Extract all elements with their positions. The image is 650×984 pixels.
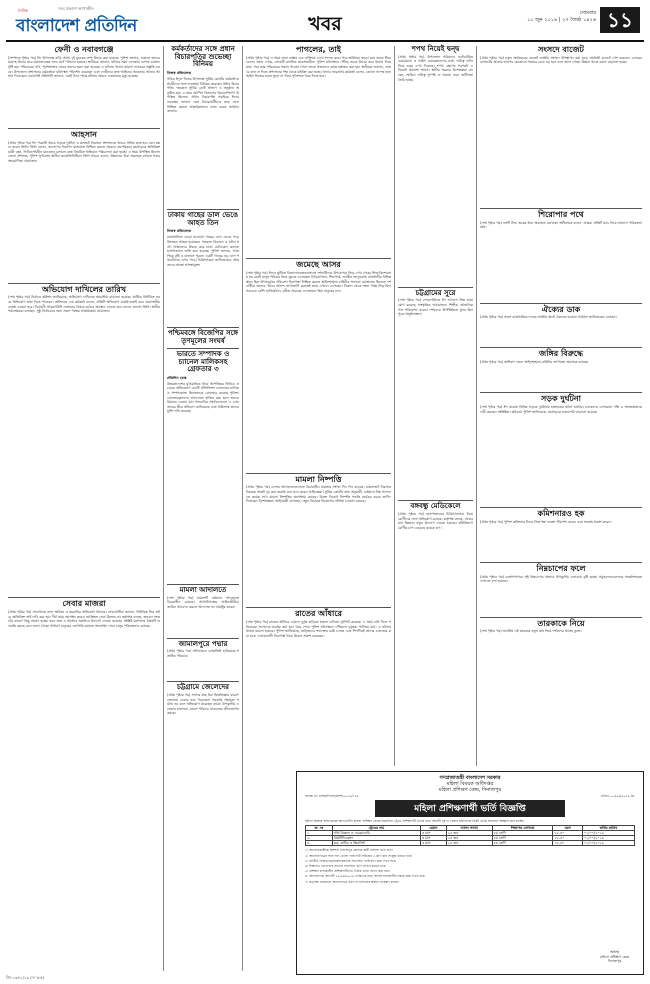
article-body: (প্রথম পৃষ্ঠার পর) দেশের আদালতগুলোতে বিচারাধীন মামলার সংখ্যা দিন দিন বাড়ছে। মামলাজট নিরসনে বিচারক সংকট দূর করা জরুরি বলে মনে করেন আইনজ্ঞরা। সুপ্রিম কোর্টের তথ্য অনুযায়ী, বর্তমানে নিম্ন আদালতে কয়েক লাখ মামলা নিষ্পত্তির অপেক্ষায় রয়েছে। বিকল্প বিরোধ নিষ্পত্তি পদ্ধতি কার্যকর করার তাগিদ দিয়েছেন বিশেষজ্ঞরা। আইনমন্ত্রী বলেছেন, নতুন বিচারক নিয়োগের প্রক্রিয়া চলমান রয়েছে। [246,485,391,504]
article-body: (প্রথম পৃষ্ঠার পর) নদীভাঙনে বসতভিটা হারিয়েছে শতাধিক পরিবার। [167,649,239,658]
ad-rule: ৫। প্রশিক্ষণ চলাকালীন প্রশিক্ষণার্থীদের দৈনিক ভাতা প্রদান করা হবে। [305,869,390,874]
divider [480,507,642,508]
column-3 [246,44,391,769]
article-body: (শেষ পৃষ্ঠার পর) দলটি টানা জয়ের ধারা অব্যাহত রেখেছে। অধিনায়ক বলেন, আমরা প্রতিটি ম্যাচ নিয়ে আলাদা পরিকল্পনা করি। [480,220,642,230]
ad-rules [297,848,643,883]
headline: সড়ক দুর্ঘটনা [541,394,581,404]
article-body: (শেষ পৃষ্ঠার পর) ঈদের ছুটিতে বিনোদনকেন্দ্রগুলোতে দর্শনার্থীদের উপচেপড়া ভিড় দেখা গেছে। শিশু-কিশোরসহ সব বয়সী মানুষ পরিবার নিয়ে ঘুরতে এসেছেন। চিড়িয়াখানা, শিশুপার্ক, জাতীয় জাদুঘরসহ রাজধানীর বিভিন্ন স্থানে ছিল উৎসবমুখর পরিবেশ। নিরাপত্তা নিশ্চিত করতে আইনশৃঙ্খলা বাহিনীর সদস্যরা মোতায়েন ছিলেন। দর্শনার্থীরা জানান, ঈদের আনন্দ ভাগাভাগি করতেই তারা এখানে এসেছেন। বিকাল থেকে সন্ধ্যা পর্যন্ত ভিড় ছিল সবচেয়ে বেশি। হাতিরঝিল, রবীন্দ্র সরোবর এলাকায়ও ছিল মানুষের ঢল। [246,270,391,293]
headline: জঙ্গির বিরুদ্ধে [539,349,583,359]
ad-table-body [306,831,635,846]
article-body: পবিত্র ঈদুল ফিতর উপলক্ষে সুপ্রিম কোর্টের কর্মকর্তা-কর্মচারীদের সঙ্গে শুভেচ্ছা বিনিময় করেছেন প্রধান বিচারপতি। গতকাল সুপ্রিম কোর্ট প্রাঙ্গণে এ অনুষ্ঠান অনুষ্ঠিত হয়। এ সময় আপিল বিভাগের বিচারপতিগণ উপস্থিত ছিলেন। প্রধান বিচারপতি সবাইকে ঈদের শুভেচ্ছা জানান এবং বিচারপ্রার্থীদের দ্রুত সেবা নিশ্চিত করতে আন্তরিকভাবে কাজ করার আহ্বান জানান। [167,77,239,114]
headline: কর্মকর্তাদের সঙ্গে প্রধান বিচারপতির শুভেচ্ছা বিনিময় [171,45,235,69]
article-body: (প্রথম পৃষ্ঠার পর) জঙ্গিবাদ দমনে আইনশৃঙ্খলা বাহিনীর তৎপরতা অব্যাহত রয়েছে। [480,360,589,365]
signature-office: মহিলা প্রশিক্ষণ কেন্দ্র [600,954,629,959]
ad-rule: ৩। জাতীয় পরিচয়পত্র/জন্মনিবন্ধনের সত্যায়িত ফটোকপি জমা দিতে হবে। [305,858,397,863]
headline: বঙ্গবন্ধু মেডিকেলে [410,502,461,511]
article-body: (শেষ পৃষ্ঠার পর) ঈদ যাত্রায় বিভিন্ন সড়কে দুর্ঘটনায় হতাহতের ঘটনা ঘটেছে। চালকদের বেপরোয়া গতি ও অসতর্কতাকে দায়ী করছেন সংশ্লিষ্টরা। হাইওয়ে পুলিশ জানিয়েছে, মহাসড়কে নজরদারি বাড়ানো হয়েছে। [480,404,642,414]
ad-date: তারিখ: ০৫/০৬/২০১৯ খ্রি. [600,794,635,798]
headline: ঐক্যের ডাক [541,304,581,314]
ad-table-header-cell: বয়স [553,826,583,831]
ad-table-cell: ৮ম শ্রেণি [492,831,553,836]
divider [480,562,642,563]
article-body: (প্রথম পৃষ্ঠার পর) উপজেলা পরিষদের নবনির্বাচিত চেয়ারম্যান ও ভাইস চেয়ারম্যানদের মধ্যে দায়িত্ব বণ্টন নিয়ে দ্বন্দ্ব দেখা দিয়েছে। শপথ গ্রহণের পরপরই এ বিরোধ প্রকাশ্যে আসে। স্থানীয় সরকার বিশেষজ্ঞরা বলছেন, আইনে দায়িত্ব সুস্পষ্ট না থাকায় এমন জটিলতা তৈরি হচ্ছে। [398,54,473,82]
ad-table-cell: ১ [306,831,333,836]
column-4 [398,44,473,769]
headline: পাগলের, তাই [296,45,341,54]
headline: জামালপুরে পদ্মার [178,639,228,648]
article-body: উত্তরপ্রদেশের মুখ্যমন্ত্রীকে নিয়ে আপত্তিকর ভিডিও প্রচারের অভিযোগে একটি টেলিভিশন চ্যানেলের মালিক ও সম্পাদকসহ তিনজনকে গ্রেফতার করেছে পুলিশ। গ্রেফতারকৃতদের আদালতে হাজির করা হলে তাদের রিমান্ডে নেওয়া হয়। সাংবাদিক সংগঠনগুলো এ গ্রেফতারের তীব্র প্রতিবাদ জানিয়েছে এবং অবিলম্বে তাদের মুক্তি দাবি করেছে। [167,381,239,414]
headline: অভিযোগ দাখিলের তারিখ [41,284,127,294]
ad-table-header-cell: আসন সংখ্যা [446,826,492,831]
ad-table-cell: ৮ম শ্রেণি [492,836,553,841]
ad-rule: ৬। আবেদনপত্র আগামী ২৫/০৬/২০১৯ তারিখের মধ্যে অফিস চলাকালীন সময়ে জমা দিতে হবে। [305,874,426,879]
divider [8,283,160,284]
ad-table-cell: ২ [306,836,333,841]
ad-table-cell: ব্লক, বাটিক ও স্ক্রিনপ্রিন্ট [332,841,420,846]
headline: সংসদে বাজেট [538,45,584,54]
ad-table-cell: ৩ মাস [420,836,446,841]
ad-intro: মহিলা বিষয়ক অধিদপ্তরের আওতাধীন মহিলা প্রশিক্ষণ কেন্দ্রে নিম্নবর্ণিত ট্রেডে প্রশিক্ষণার্থী ভর্তির জন্য আগ্রহী দুস্থ ও বেকার মহিলাদের নিকট থেকে আবেদন আহ্বান করা যাচ্ছে। [305,819,524,824]
headline: শিরোপার পথে [538,209,584,219]
divider [8,597,160,598]
ad-table-header-cell: ক্র. নং [306,826,333,831]
headline: ফেনী ও নবাবগঞ্জে [54,45,114,54]
signature-title: অধ্যক্ষ [610,950,620,955]
headline: পশ্চিমবঙ্গে বিজেপির সঙ্গে তৃণমূলের সংঘর্ষ [167,329,239,346]
date-en: ১০ জুন ২০১৯ | ২৭ জ্যৈষ্ঠ ১৪২৬ [527,17,596,23]
ad-table-cell: ২৫ জন [446,841,492,846]
article-body: (শেষ পৃষ্ঠার পর) রাতের আঁধারে একদল দুর্বৃত্ত বাড়িতে হামলা চালিয়ে লুটপাট করেছে। এ সময় বাধা দিলে পরিবারের সদস্যদের মারধর করা হয়। খবর পেয়ে পুলিশ ঘটনাস্থলে পৌঁছালে দুর্বৃত্তরা পালিয়ে যায়। এ ঘটনায় থানায় মামলা হয়েছে। পুলিশ জানিয়েছে, জড়িতদের শনাক্তের চেষ্টা চলছে এবং শিগগিরই তাদের গ্রেফতার করা হবে। এলাকাবাসী নিরাপত্তা নিয়ে উদ্বেগ প্রকাশ করেছেন। [246,620,391,638]
ad-table-cell: ৩ মাস [420,841,446,846]
masthead [6,4,644,38]
headline: জমেছে আসর [296,259,341,269]
ad-government: গণপ্রজাতন্ত্রী বাংলাদেশ সরকার [439,775,501,781]
ad-ministry: মহিলা বিষয়ক অধিদপ্তর [446,781,494,787]
headline: কমিশনারও হক [537,508,585,518]
ad-table-cell: ১৮-৪০ [553,841,583,846]
article-body: (শেষ পৃষ্ঠার পর) নির্বাচন কমিশন জানিয়েছে, অভিযোগ দাখিলের সময়সীমা বাড়ানো হয়েছে। প্রার্থীরা নির্ধারিত ফরমে অভিযোগ জমা দিতে পারবেন। কমিশনের এক কর্মকর্তা বলেন, প্রতিটি অভিযোগ যাচাই-বাছাই করে প্রয়োজনীয় ব্যবস্থা নেওয়া হবে। নির্বাচনী আচরণবিধি লঙ্ঘনের বিষয়ে কঠোর অবস্থান নেওয়া হবে বলেও জানান তিনি। স্থানীয় পর্যবেক্ষকরা বলছেন, সুষ্ঠু নির্বাচনের জন্য সকল পক্ষের আন্তরিকতা প্রয়োজন। [8,295,160,314]
dateline [527,10,596,24]
article-body: (প্রথম পৃষ্ঠার পর) ঈদ পরবর্তী সময়ে সড়কে দুর্ঘটনা ও যানজট নিরসনে প্রশাসনকে আরও সক্রিয় হতে হবে বলে মন্তব্য করেন তিনি। তিনি বলেন, জনগণের নিরাপদ যাতায়াত নিশ্চিত করতে সরকার বদ্ধপরিকর। মহাসড়কে অতিরিক্ত যাত্রী বহন, ফিটনেসবিহীন যানবাহন চলাচল বন্ধে নিয়মিত অভিযান পরিচালনা করা হচ্ছে। এ সময় উপস্থিত ছিলেন জেলা প্রশাসক, পুলিশ সুপারসহ স্থানীয় জনপ্রতিনিধিরা। তিনি আরও বলেন, উন্নয়নের ধারা অব্যাহত রাখতে সবার সহযোগিতা প্রয়োজন। [8,140,160,163]
logo-tagline: সত্য প্রকাশে আপসহীন [58,6,94,11]
byline: প্রতিদিন ডেস্ক [167,375,187,380]
headline: ভারতে সম্পাদক ও চ্যানেল মালিকসহ গ্রেফতার ৩ [176,349,230,374]
headline: মামলা নিষ্পত্তি [295,474,342,484]
ad-office: মহিলা প্রশিক্ষণ কেন্দ্র, দিনাজপুর [438,787,502,793]
article-body: (সম্পাদক পৃষ্ঠার পর) ঈদ উপলক্ষে বাড়ি আসা দুই যুবকের লাশ উদ্ধার করা হয়েছে। পুলিশ জানায়, সকালে তাদের মরদেহ উদ্ধার করে ময়নাতদন্তের জন্য মর্গে পাঠানো হয়েছে। স্থানীয়রা জানান, ঘটনার সময় এলাকায় ব্যাপক চাঞ্চল্য সৃষ্টি হয়। পরিবারের দাবি, পূর্বশত্রুতার জেরে তাদের হত্যা করা হয়েছে। এ ঘটনায় থানায় মামলা দায়েরের প্রস্তুতি চলছে। উপজেলা প্রশাসনের কর্মকর্তারা ঘটনাস্থল পরিদর্শন করেছেন এবং দোষীদের দ্রুত আইনের আওতায় আনার আশ্বাস দিয়েছেন। নবাবগঞ্জ প্রতিনিধি জানান, একই দিনে পৃথক ঘটনায় আরও একজনের মৃত্যু হয়েছে। [8,55,160,79]
headline: চট্টগ্রামের সুরে [415,288,456,297]
divider [246,258,391,259]
headline: রাতের আঁধারে [295,609,342,619]
ad-rule: ২। আবেদনপত্রের সঙ্গে সদ্য তোলা পাসপোর্ট সাইজের ২ কপি ছবি সংযুক্ত করতে হবে। [305,853,413,858]
ad-table-header-cell: ভর্তির তারিখ [582,826,634,831]
article-body: (প্রথম পৃষ্ঠার পর) বঙ্গোপসাগরে সৃষ্ট নিম্নচাপের প্রভাবে উপকূলীয় এলাকায় বৃষ্টি হচ্ছে। সমুদ্রবন্দরগুলোকে সতর্কসংকেত দেখাতে বলা হয়েছে। [480,574,642,584]
column-divider [163,46,164,971]
date-day: সোমবার [579,10,596,16]
ad-table-cell: ১৮-৪০ [553,831,583,836]
article-body: (শেষ পৃষ্ঠার পর) বন্দরনগরীতে ঈদ আনন্দে ভিন্ন মাত্রা যোগ করেছে সাংস্কৃতিক আয়োজন। শিল্পীরা আঞ্চলিক গান পরিবেশন করেন। দর্শকদের উপস্থিতিতে মুখর ছিল পুরো অনুষ্ঠানস্থল। [398,298,473,317]
ad-memo-row [305,794,635,798]
ad-title: মহিলা প্রশিক্ষণার্থী ভর্তি বিজ্ঞপ্তি [375,800,565,817]
divider [246,473,391,474]
ad-signature [600,950,629,964]
column-1 [8,44,160,974]
headline: তারকাকে নিয়ে [537,618,585,628]
masthead-rule [6,40,644,42]
column-divider [476,46,477,766]
divider [480,303,642,304]
page-number: ১১ [600,7,640,33]
ad-table-cell: ২৫ জন [446,831,492,836]
article-body: (প্রথম পৃষ্ঠার পর) সকল রাজনৈতিক দলকে জাতীয় স্বার্থে ঐক্যবদ্ধ হওয়ার আহ্বান জানিয়েছেন নেতারা। [480,315,617,320]
byline: নিজস্ব প্রতিবেদক [167,229,192,234]
column-2 [167,44,239,974]
article-body: (প্রথম পৃষ্ঠার পর) পুলিশ কমিশনার ঈদের নিরাপত্তা ব্যবস্থা পরিদর্শন করেন এবং সন্তোষ প্রকাশ করেন। [480,519,612,524]
ad-table-cell: ৮ম শ্রেণি [492,841,553,846]
ad-table-header-cell: মেয়াদ [420,826,446,831]
ad-code: জি-১৩৪১/১৯ (৭''×৫) [6,975,45,980]
article-body: (প্রথম পৃষ্ঠার পর) নতুন অর্থবছরের বাজেট জাতীয় সংসদে উপস্থাপন করা হবে। অর্থমন্ত্রী বাজেট পেশ করবেন। এবারের বাজেটের আকার আগের যেকোনো সময়ের চেয়ে বড় হবে বলে জানা গেছে। উন্নয়ন খাতে বরাদ্দ বাড়ানো হচ্ছে। [480,55,642,65]
headline: সেবার মাজরা [62,599,106,609]
logo-prefix: দৈনিক [18,8,29,13]
divider [167,209,239,210]
ad-rule: ৪। শিক্ষাগত যোগ্যতার সনদের সত্যায়িত কপি দাখিল করতে হবে। [305,864,387,869]
headline: নিম্নচাপের ফলে [536,563,586,573]
ad-table-cell: ০১/০৭/২০১৯ [582,836,634,841]
divider [398,287,473,288]
ad-table-cell: ২৫ জন [446,836,492,841]
headline: চট্টগ্রামে জেলেদের [176,683,230,692]
divider [480,617,642,618]
column-divider [242,46,243,971]
signature-place: দিনাজপুর [607,959,622,964]
section-title: খবর [308,13,342,35]
article-body: (শেষ পৃষ্ঠার পর) জনপ্রিয় এই তারকার নতুন ছবি নিয়ে দর্শকদের আগ্রহ তুঙ্গে। [480,629,582,634]
divider [167,348,239,349]
ad-table-cell: ৩ মাস [420,831,446,836]
ad-table-cell: ১৮-৪০ [553,836,583,841]
ad-table-header-cell: শিক্ষাগত যোগ্যতা [492,826,553,831]
ad-table-row [306,841,635,846]
ad-table-header-cell: ট্রেডের নাম [332,826,420,831]
divider [167,638,239,639]
ad-rule: ৭। কর্তৃপক্ষ যেকোনো আবেদনপত্র গ্রহণ বা বাতিলের ক্ষমতা সংরক্ষণ করেন। [305,879,400,884]
column-divider [394,46,395,766]
column-5 [480,44,642,769]
government-advertisement [296,771,644,975]
article-body: (প্রথম পৃষ্ঠার পর) হাসপাতালের চিকিৎসাসেবা নিয়ে রোগীদের নানা অভিযোগ রয়েছে। কর্তৃপক্ষ বলছে, সেবার মান উন্নয়নে নতুন উদ্যোগ নেওয়া হয়েছে। বহির্বিভাগে রোগীর চাপ বেড়েছে কয়েক গুণ। [398,512,473,530]
article-body: (প্রথম পৃষ্ঠার পর) এ সময় তারা রাস্তায় এক ব্যক্তিকে দেখে সন্দেহ করে। পরে স্থানীয়রা জড়ো হয়ে তাকে ঘিরে ফেলে। জানা গেছে, লোকটি মানসিক ভারসাম্যহীন। পুলিশ ঘটনাস্থলে পৌঁছে তাকে উদ্ধার করে থানায় নিয়ে যায়। পরে তার পরিবারের সন্ধান পাওয়া গেলে তাকে স্বজনদের কাছে হস্তান্তর করা হয়। স্থানীয়রা জানান, গুজবে কান না দিতে প্রশাসনের পক্ষ থেকে মাইকিং করা হচ্ছে। থানার ভারপ্রাপ্ত কর্মকর্তা বলেন, কোনো সন্দেহ হলে আইন নিজের হাতে তুলে না নিয়ে পুলিশকে খবর দিতে হবে। [246,55,391,79]
ad-table-cell: ০১/০৭/২০১৯ [582,831,634,836]
ad-memo: স্মারক নং- মবিঅ/দিনাজ/প্রশি/২০১৯/২২৬ [305,794,359,798]
ad-table-cell: দর্জি বিজ্ঞান ও এমব্রয়ডারি [332,831,420,836]
ad-table-cell: ৩ [306,841,333,846]
headline: মামলা আদালতে [179,585,227,594]
article-body: রাজধানীতে ঝড়ো হাওয়ায় গাছের ডাল ভেঙে পড়ে তিনজন আহত হয়েছেন। গতকাল বিকালে এ ঘটনা ঘটে। আহতদের উদ্ধার করে ঢাকা মেডিকেল কলেজ হাসপাতালে ভর্তি করা হয়েছে। পুলিশ জানায়, আকস্মিক বৃষ্টি ও বাতাসে পুরনো একটি গাছের বড় ডাল পথচারীদের ওপর পড়ে। চিকিৎসকরা জানিয়েছেন, আহতদের অবস্থা আশঙ্কামুক্ত। [167,235,239,267]
headline: ঢাকায় গাছের ডাল ভেঙে আহত তিন [167,211,239,227]
ad-table [305,825,635,846]
article-body: (শেষ পৃষ্ঠার পর) মামলাটি বর্তমানে আদালতে বিচারাধীন রয়েছে। আসামিপক্ষের আইনজীবীরা জামিন আবেদন করলে আদালত তা নামঞ্জুর করেন। [167,595,239,609]
ad-table-cell: বিউটিফিকেশন [332,836,420,841]
article-body: (প্রথম পৃষ্ঠার পর) সেবাখাতে নানা অনিয়ম ও হয়রানির অভিযোগ উঠেছে। সেবাপ্রার্থীরা জানান, নির্ধারিত ফির বাইরে অতিরিক্ত অর্থ দাবি করা হয়। দীর্ঘ সময় অপেক্ষা করেও কাঙ্ক্ষিত সেবা মিলছে না। কর্তৃপক্ষ বলছে, জনবল সংকটের কারণে কিছু সমস্যা হচ্ছে। তবে দ্রুত এ সমস্যার সমাধানে উদ্যোগ নেওয়া হয়েছে। সংশ্লিষ্ট মন্ত্রণালয় বিষয়টি তদারকি করছে বলে জানা গেছে। সাধারণ মানুষের ভোগান্তি কমাতে অনলাইন সেবা চালুর পরিকল্পনাও রয়েছে। [8,610,160,628]
ad-table-cell: ০১/০৭/২০১৯ [582,841,634,846]
divider [480,208,642,209]
divider [167,584,239,585]
headline: শপথ নিয়েই দ্বন্দ্ব [411,45,460,53]
byline: নিজস্ব প্রতিবেদক [167,71,192,76]
divider [8,128,160,129]
newspaper-logo: বাংলাদেশ প্রতিদিন [16,16,137,36]
article-body: (প্রথম পৃষ্ঠার পর) সাগরে মাছ ধরা নিষেধাজ্ঞার কারণে জেলেরা বেকার হয়ে পড়েছেন। সরকারি সহায়তা পর্যাপ্ত নয় বলে অভিযোগ করেছেন তারা। উপকূলীয় এলাকার হাজারো জেলে পরিবার মানবেতর জীবনযাপন করছে। [167,692,239,716]
ad-rule: ১। আবেদনকারীকে অবশ্যই দিনাজপুর জেলার স্থায়ী বাসিন্দা হতে হবে। [305,848,393,853]
headline: আহসান [71,129,97,139]
